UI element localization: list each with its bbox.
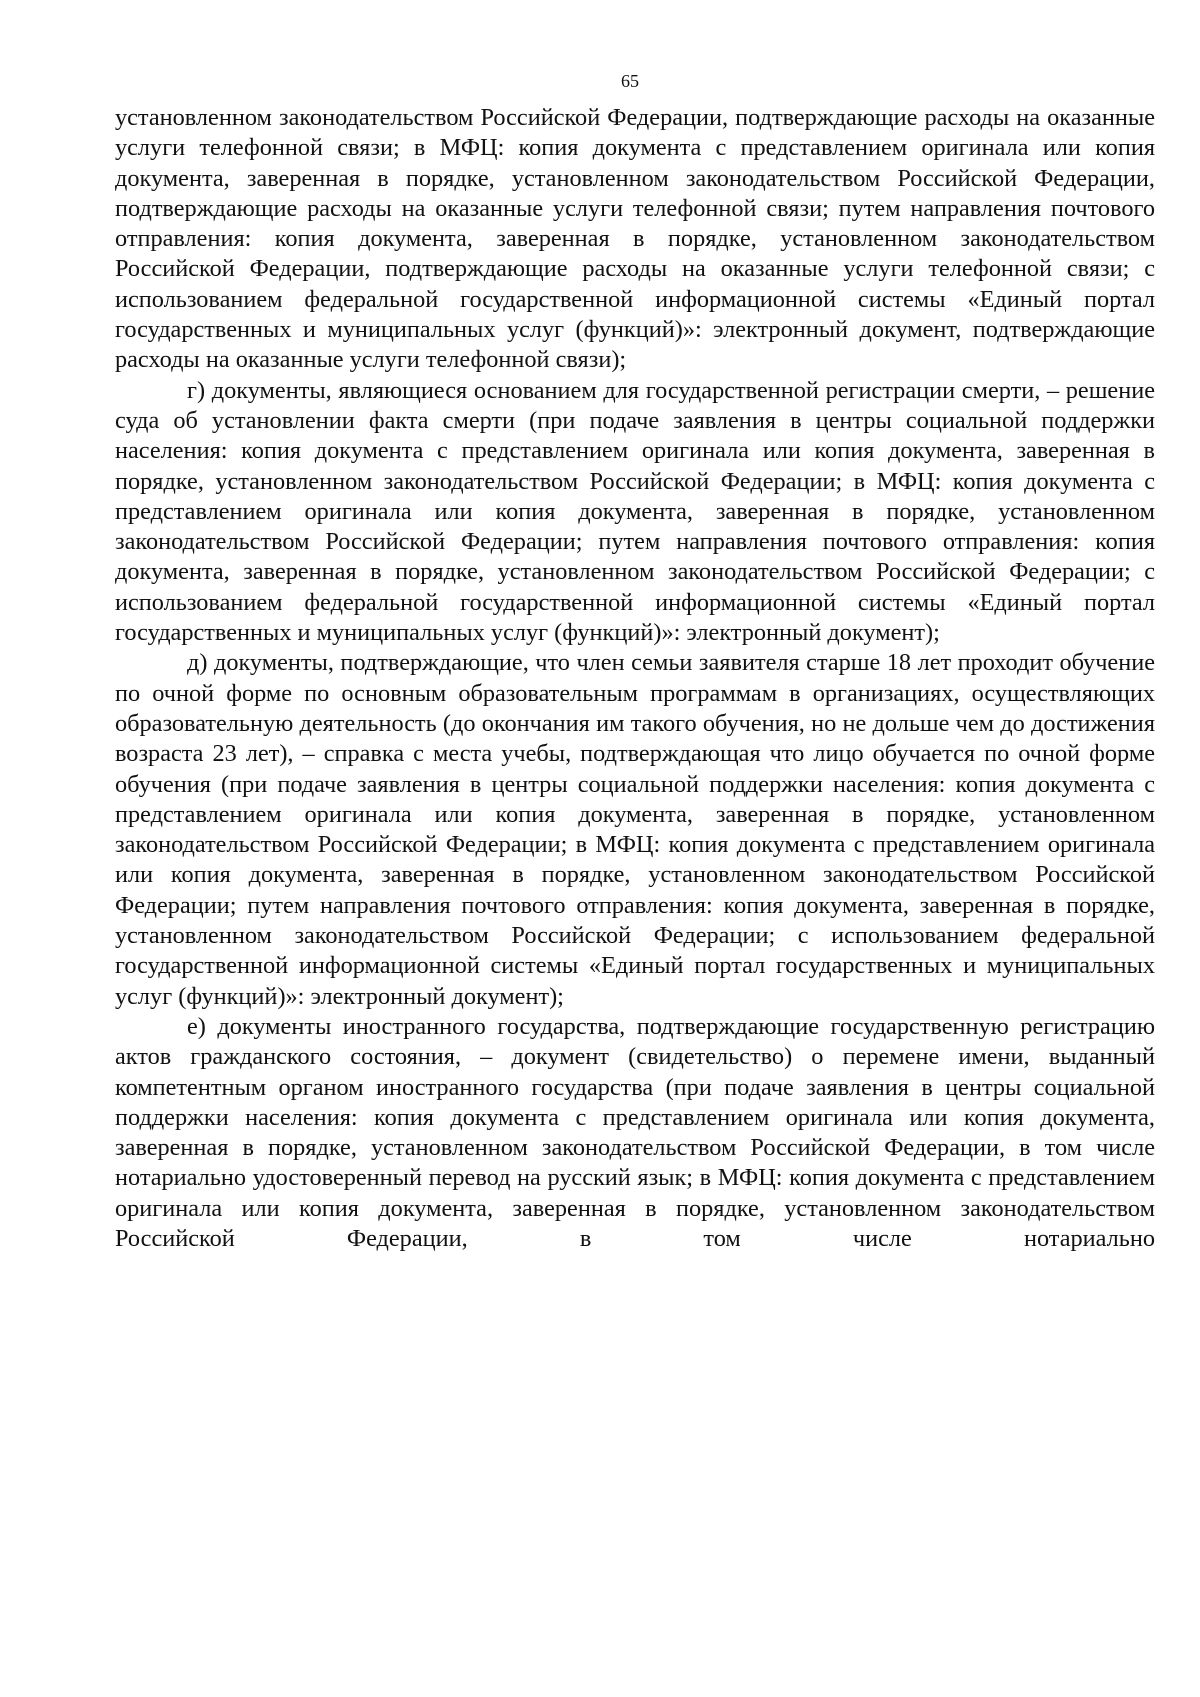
paragraph-item-d: д) документы, подтверждающие, что член семьи заявителя старше 18 лет проходит обучение по очной форме по основным образовательным программам в организациях, осуществляющих образовательную деятельность (до окончания им такого обучения, но не дольше чем до достижения возраста 23 лет), – справка с места учебы, подтверждающая что лицо обучается по очной форме обучения (при подаче заявления в центры социальной поддержки населения: копия документа с представлением оригинала или копия документа, заверенная в порядке, установленном законодательством Российской Федерации; в МФЦ: копия документа с представлением оригинала или копия документа, заверенная в порядке, установленном законодательством Российской Федерации; путем направления почтового отправления: копия документа, заверенная в порядке, установленном законодательством Российской Федерации; с использованием федеральной государственной информационной системы «Единый портал государственных и муниципальных услуг (функций)»: электронный документ); xyxy=(115,649,1155,1010)
paragraph-item-e: е) документы иностранного государства, подтверждающие государственную регистрацию актов гражданского состояния, – документ (свидетельство) о перемене имени, выданный компетентным органом иностранного государства (при подаче заявления в центры социальной поддержки населения: копия документа с представлением оригинала или копия документа, заверенная в порядке, установленном законодательством Российской Федерации, в том числе нотариально удостоверенный перевод на русский язык; в МФЦ: копия документа с представлением оригинала или копия документа, заверенная в порядке, установленном законодательством Российской Федерации, в том числе нотариально xyxy=(115,1012,1155,1252)
paragraph-continuation: установленном законодательством Российской Федерации, подтверждающие расходы на оказанные услуги телефонной связи; в МФЦ: копия документа с представлением оригинала или копия документа, заверенная в порядке, установленном законодательством Российской Федерации, подтверждающие расходы на оказанные услуги телефонной связи; путем направления почтового отправления: копия документа, заверенная в порядке, установленном законодательством Российской Федерации, подтверждающие расходы на оказанные услуги телефонной связи; с использованием федеральной государственной информационной системы «Единый портал государственных и муниципальных услуг (функций)»: электронный документ, подтверждающие расходы на оказанные услуги телефонной связи); xyxy=(115,104,1155,374)
paragraph-item-g: г) документы, являющиеся основанием для государственной регистрации смерти, – решение суда об установлении факта смерти (при подаче заявления в центры социальной поддержки населения: копия документа с представлением оригинала или копия документа, заверенная в порядке, установленном законодательством Российской Федерации; в МФЦ: копия документа с представлением оригинала или копия документа, заверенная в порядке, установленном законодательством Российской Федерации; путем направления почтового отправления: копия документа, заверенная в порядке, установленном законодательством Российской Федерации; с использованием федеральной государственной информационной системы «Единый портал государственных и муниципальных услуг (функций)»: электронный документ); xyxy=(115,376,1155,647)
document-body xyxy=(115,103,1155,1254)
page-number: 65 xyxy=(621,71,639,91)
